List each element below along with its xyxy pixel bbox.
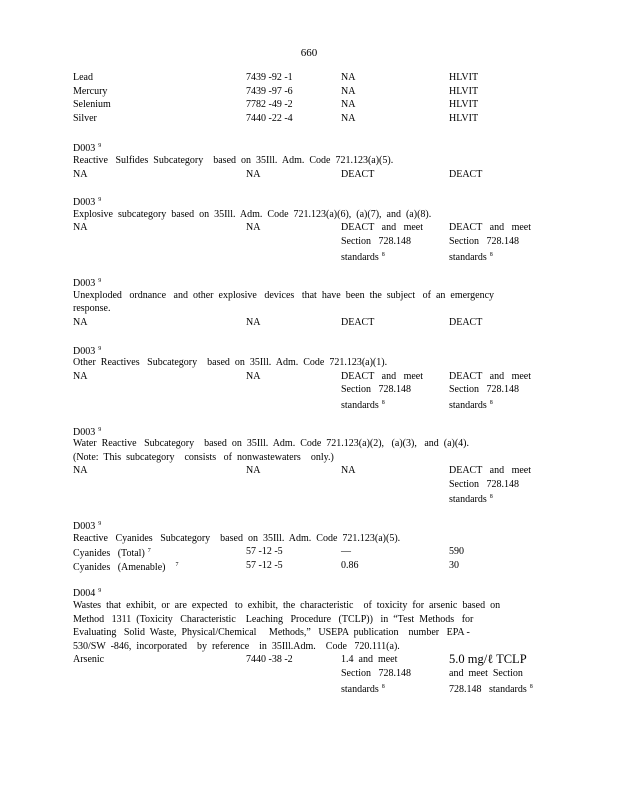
- section-description: Wastes that exhibit, or are expected to exhibit, the characteristic of toxicity for arsenic based on: [73, 600, 501, 612]
- section-description: (Note: This subcategory consists of nonwastewaters only.): [73, 451, 334, 463]
- section-description: Reactive Cyanides Subcategory based on 35Ill. Adm. Code 721.123(a)(5).: [73, 532, 401, 544]
- section-description: response.: [73, 303, 111, 315]
- nonwastewater-standard: DEACT and meet Section 728.148 standards $^8$: [449, 465, 532, 506]
- table-row: [73, 71, 543, 85]
- waste-code-section: [73, 275, 543, 329]
- section-description: Explosive subcategory based on 35Ill. Adm. Code 721.123(a)(6), (a)(7), and (a)(8).: [73, 208, 432, 220]
- nonwastewater-standard: DEACT and meet Section 728.148 standards $^8$: [449, 370, 532, 411]
- waste-code-section: [73, 194, 543, 262]
- table-row: Cyanides (Total) $^7$ 57 -12 -5 — 590: [73, 546, 464, 560]
- metals-table: [73, 71, 543, 125]
- wastewater-standard: NA: [341, 112, 356, 124]
- waste-code: D004 $^9$: [73, 588, 102, 600]
- table-row: NA NA NA DEACT and meet Section 728.148 standards $^8$: [73, 465, 532, 506]
- constituent-name: Silver: [73, 112, 97, 124]
- waste-code: D003 $^9$: [73, 345, 102, 357]
- cas-number: 7782 -49 -2: [246, 99, 293, 111]
- cas-number: 7439 -97 -6: [246, 85, 293, 97]
- table-row: [73, 85, 543, 99]
- nonwastewater-standard: DEACT and meet Section 728.148 standards $^8$: [449, 222, 532, 263]
- table-row: [73, 112, 543, 126]
- section-description: Evaluating Solid Waste, Physical/Chemical Methods,” USEPA publication number EPA -: [73, 627, 470, 639]
- waste-code-section: [73, 518, 543, 572]
- wastewater-standard: NA: [341, 99, 356, 111]
- constituent-name: Selenium: [73, 99, 111, 111]
- waste-code: D003 $^9$: [73, 521, 102, 533]
- cas-number: 7440 -22 -4: [246, 112, 293, 124]
- table-row: Cyanides (Amenable) $^7$ 57 -12 -5 0.86 30: [73, 559, 459, 573]
- waste-code: D003 $^9$: [73, 197, 102, 209]
- document-body: [73, 71, 543, 694]
- section-description: Water Reactive Subcategory based on 35Ill. Adm. Code 721.123(a)(2), (a)(3), and (a)(4).: [73, 438, 470, 450]
- constituent-name: Mercury: [73, 85, 108, 97]
- waste-code: D003 $^9$: [73, 278, 102, 290]
- waste-code-section: [73, 424, 543, 506]
- wastewater-standard: DEACT and meet Section 728.148 standards $^8$: [341, 222, 424, 263]
- waste-code-section: [73, 140, 543, 181]
- section-description: Method 1311 (Toxicity Characteristic Leaching Procedure (TCLP)) in “Test Methods for: [73, 613, 474, 625]
- waste-code-section: [73, 343, 543, 411]
- wastewater-standard: NA: [341, 85, 356, 97]
- constituent-name: Lead: [73, 72, 93, 83]
- nonwastewater-standard: HLVIT: [449, 85, 479, 97]
- waste-code: D003 $^9$: [73, 143, 102, 155]
- table-row: Arsenic 7440 -38 -2 1.4 and meet Section 728.148 standards $^8$ 5.0 mg/ℓ TCLP and meet Section 728.148 standards $^8$: [73, 652, 533, 695]
- table-row: NA NA DEACT DEACT: [73, 316, 483, 328]
- section-description: Unexploded ordnance and other explosive devices that have been the subject of an emergency: [73, 289, 495, 301]
- wastewater-standard: 1.4 and meet Section 728.148 standards $^8$: [341, 654, 411, 695]
- nonwastewater-standard: HLVIT: [449, 72, 479, 83]
- page-number: 660: [300, 47, 318, 59]
- section-description: Other Reactives Subcategory based on 35Ill. Adm. Code 721.123(a)(1).: [73, 357, 388, 369]
- cas-number: 7439 -92 -1: [246, 72, 293, 83]
- wastewater-standard: NA: [341, 72, 356, 83]
- nonwastewater-standard: 5.0 mg/ℓ TCLP and meet Section 728.148 standards $^8$: [449, 652, 533, 695]
- waste-code: D003 $^9$: [73, 426, 102, 438]
- waste-code-section: [73, 585, 543, 694]
- nonwastewater-standard: HLVIT: [449, 99, 479, 111]
- section-description: Reactive Sulfides Subcategory based on 35Ill. Adm. Code 721.123(a)(5).: [73, 154, 394, 166]
- table-row: NA NA DEACT and meet Section 728.148 standards $^8$ DEACT and meet Section 728.148 standards $^8$: [73, 370, 532, 411]
- table-row: [73, 98, 543, 112]
- table-row: NA NA DEACT DEACT: [73, 168, 483, 180]
- nonwastewater-standard: HLVIT: [449, 112, 479, 124]
- section-description: 530/SW -846, incorporated by reference in 35Ill.Adm. Code 720.111(a).: [73, 640, 400, 652]
- table-row: NA NA DEACT and meet Section 728.148 standards $^8$ DEACT and meet Section 728.148 standards $^8$: [73, 222, 532, 263]
- wastewater-standard: DEACT and meet Section 728.148 standards $^8$: [341, 370, 424, 411]
